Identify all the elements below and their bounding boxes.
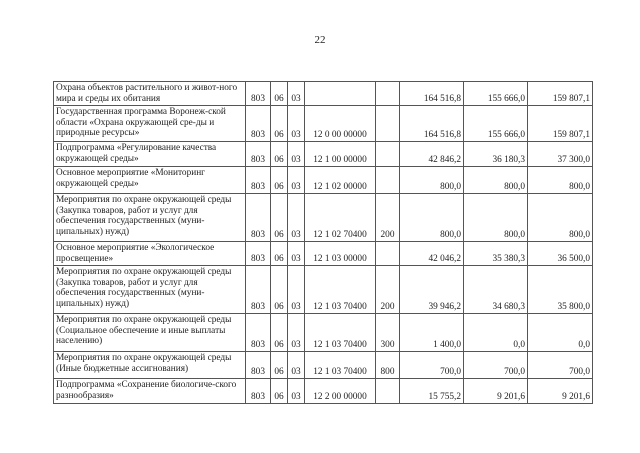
amount-year-3: 159 807,1 <box>528 82 593 106</box>
amount-year-3: 700,0 <box>528 352 593 379</box>
amount-year-2: 34 680,3 <box>464 266 528 314</box>
subsection-code: 03 <box>288 352 305 379</box>
amount-year-3: 9 201,6 <box>528 379 593 404</box>
section-code: 06 <box>271 242 288 266</box>
amount-year-2: 0,0 <box>464 314 528 352</box>
amount-year-1: 164 516,8 <box>400 106 464 142</box>
expense-type-code <box>376 167 400 194</box>
amount-year-2: 155 666,0 <box>464 106 528 142</box>
target-article-code: 12 2 00 00000 <box>305 379 376 404</box>
section-code: 06 <box>271 194 288 242</box>
amount-year-3: 35 800,0 <box>528 266 593 314</box>
amount-year-3: 37 300,0 <box>528 142 593 167</box>
target-article-code <box>305 82 376 106</box>
table-row <box>54 194 593 242</box>
row-name: Подпрограмма «Сохранение биологиче-ского разнообразия» <box>54 379 246 404</box>
amount-year-2: 155 666,0 <box>464 82 528 106</box>
table-row <box>54 379 593 404</box>
row-name: Основное мероприятие «Мониторинг окружающей среды» <box>54 167 246 194</box>
target-article-code: 12 1 02 70400 <box>305 194 376 242</box>
amount-year-2: 800,0 <box>464 194 528 242</box>
page-number: 22 <box>314 34 326 46</box>
expense-type-code: 800 <box>376 352 400 379</box>
ministry-code: 803 <box>246 352 271 379</box>
table-row <box>54 242 593 266</box>
section-code: 06 <box>271 167 288 194</box>
subsection-code: 03 <box>288 266 305 314</box>
subsection-code: 03 <box>288 194 305 242</box>
ministry-code: 803 <box>246 142 271 167</box>
amount-year-1: 800,0 <box>400 167 464 194</box>
subsection-code: 03 <box>288 314 305 352</box>
ministry-code: 803 <box>246 194 271 242</box>
subsection-code: 03 <box>288 82 305 106</box>
row-name: Мероприятия по охране окружающей среды (Закупка товаров, работ и услуг для обеспечения государственных (муни-ципальных) нужд) <box>54 266 246 314</box>
subsection-code: 03 <box>288 167 305 194</box>
expense-type-code: 200 <box>376 266 400 314</box>
row-name: Мероприятия по охране окружающей среды (Социальное обеспечение и иные выплаты населению) <box>54 314 246 352</box>
table-row <box>54 82 593 106</box>
table-row <box>54 266 593 314</box>
budget-table <box>53 81 593 404</box>
row-name: Мероприятия по охране окружающей среды (Иные бюджетные ассигнования) <box>54 352 246 379</box>
section-code: 06 <box>271 379 288 404</box>
amount-year-1: 15 755,2 <box>400 379 464 404</box>
row-name: Государственная программа Воронеж-ской области «Охрана окружающей сре-ды и природные ресурсы» <box>54 106 246 142</box>
amount-year-3: 800,0 <box>528 194 593 242</box>
expense-type-code <box>376 142 400 167</box>
table-row <box>54 352 593 379</box>
section-code: 06 <box>271 266 288 314</box>
target-article-code: 12 1 02 00000 <box>305 167 376 194</box>
ministry-code: 803 <box>246 82 271 106</box>
amount-year-2: 9 201,6 <box>464 379 528 404</box>
subsection-code: 03 <box>288 242 305 266</box>
row-name: Основное мероприятие «Экологическое просвещение» <box>54 242 246 266</box>
table-row <box>54 142 593 167</box>
amount-year-1: 42 046,2 <box>400 242 464 266</box>
amount-year-1: 700,0 <box>400 352 464 379</box>
row-name: Подпрограмма «Регулирование качества окружающей среды» <box>54 142 246 167</box>
target-article-code: 12 0 00 00000 <box>305 106 376 142</box>
section-code: 06 <box>271 82 288 106</box>
amount-year-2: 35 380,3 <box>464 242 528 266</box>
ministry-code: 803 <box>246 314 271 352</box>
amount-year-1: 164 516,8 <box>400 82 464 106</box>
amount-year-1: 42 846,2 <box>400 142 464 167</box>
expense-type-code <box>376 242 400 266</box>
subsection-code: 03 <box>288 379 305 404</box>
section-code: 06 <box>271 106 288 142</box>
section-code: 06 <box>271 352 288 379</box>
ministry-code: 803 <box>246 242 271 266</box>
amount-year-2: 800,0 <box>464 167 528 194</box>
target-article-code: 12 1 00 00000 <box>305 142 376 167</box>
target-article-code: 12 1 03 70400 <box>305 266 376 314</box>
ministry-code: 803 <box>246 106 271 142</box>
table-row <box>54 106 593 142</box>
amount-year-3: 159 807,1 <box>528 106 593 142</box>
subsection-code: 03 <box>288 106 305 142</box>
amount-year-1: 39 946,2 <box>400 266 464 314</box>
row-name: Мероприятия по охране окружающей среды (Закупка товаров, работ и услуг для обеспечения государственных (муни-ципальных) нужд) <box>54 194 246 242</box>
ministry-code: 803 <box>246 266 271 314</box>
expense-type-code: 200 <box>376 194 400 242</box>
target-article-code: 12 1 03 00000 <box>305 242 376 266</box>
table-row <box>54 167 593 194</box>
section-code: 06 <box>271 142 288 167</box>
row-name: Охрана объектов растительного и живот-ного мира и среды их обитания <box>54 82 246 106</box>
expense-type-code <box>376 106 400 142</box>
target-article-code: 12 1 03 70400 <box>305 352 376 379</box>
expense-type-code <box>376 82 400 106</box>
amount-year-1: 1 400,0 <box>400 314 464 352</box>
expense-type-code <box>376 379 400 404</box>
target-article-code: 12 1 03 70400 <box>305 314 376 352</box>
ministry-code: 803 <box>246 167 271 194</box>
amount-year-2: 36 180,3 <box>464 142 528 167</box>
expense-type-code: 300 <box>376 314 400 352</box>
amount-year-2: 700,0 <box>464 352 528 379</box>
ministry-code: 803 <box>246 379 271 404</box>
amount-year-3: 36 500,0 <box>528 242 593 266</box>
section-code: 06 <box>271 314 288 352</box>
amount-year-3: 0,0 <box>528 314 593 352</box>
amount-year-3: 800,0 <box>528 167 593 194</box>
amount-year-1: 800,0 <box>400 194 464 242</box>
subsection-code: 03 <box>288 142 305 167</box>
table-row <box>54 314 593 352</box>
